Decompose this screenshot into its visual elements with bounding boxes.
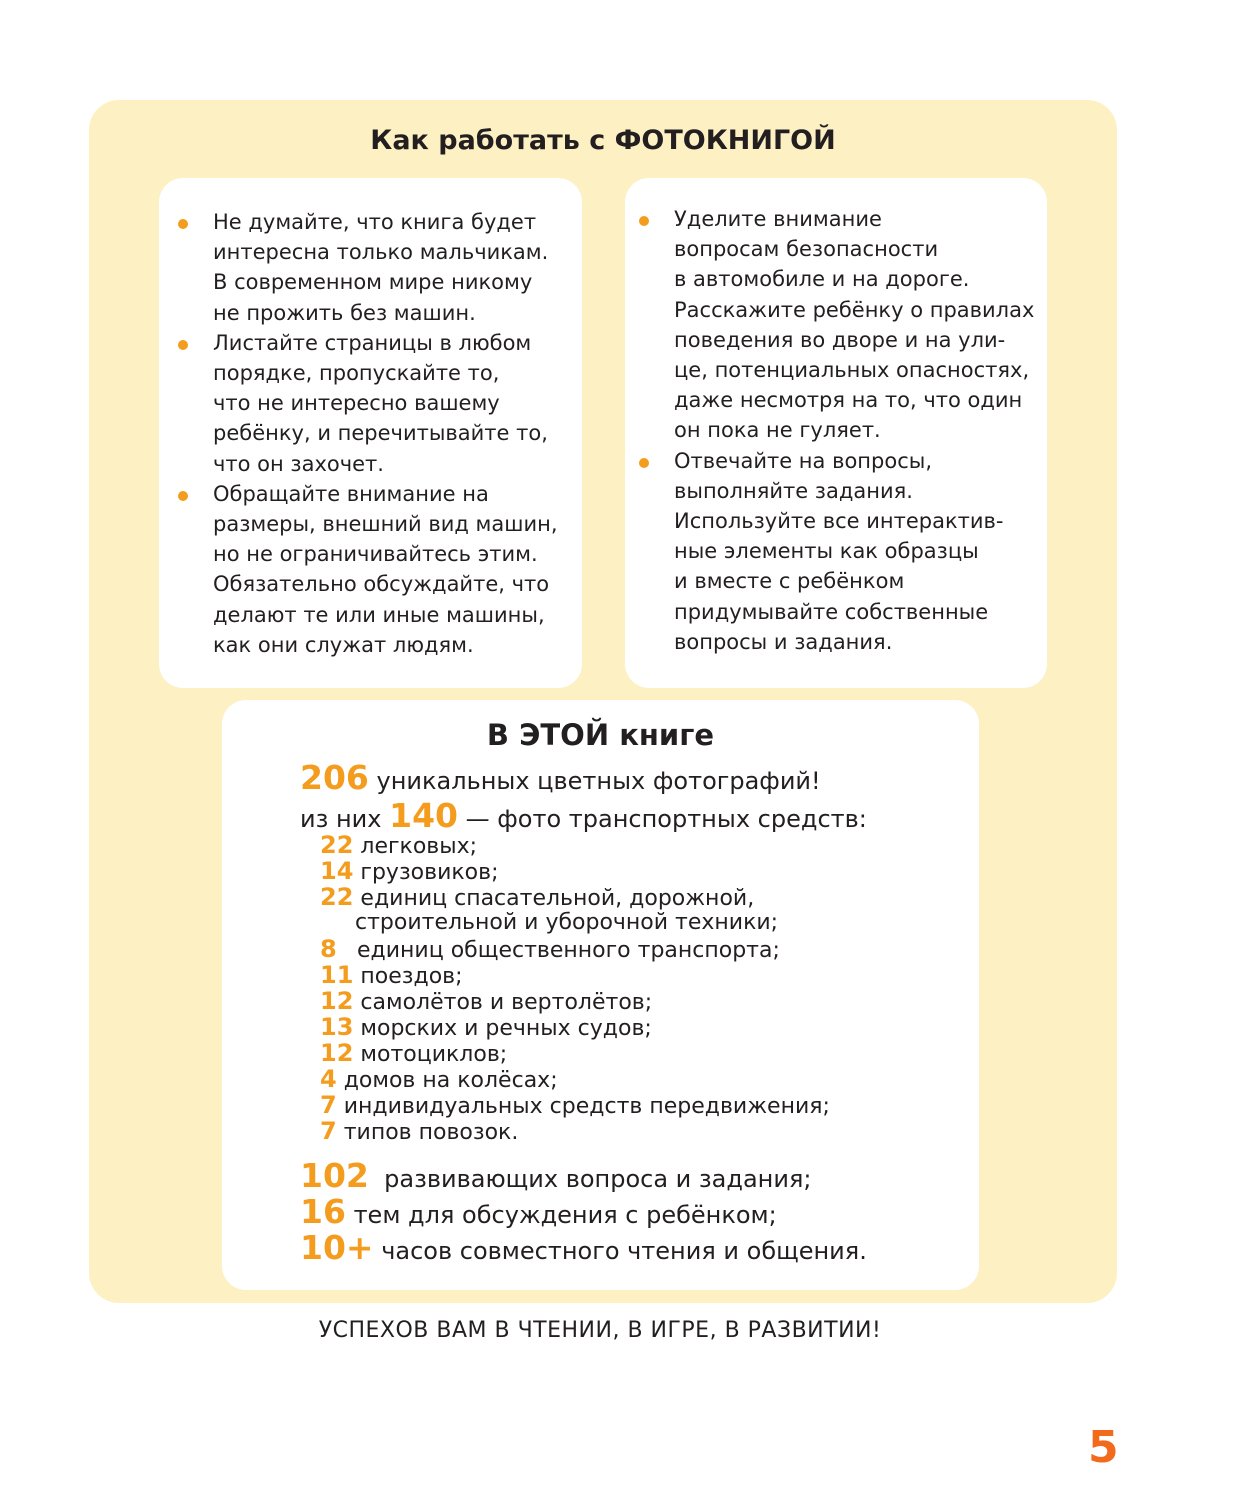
transport-line: [300, 796, 867, 835]
tips-card-right: [625, 178, 1047, 688]
bullet-dot-icon: [178, 219, 188, 229]
tip-text: Не думайте, что книга будет интересна только мальчикам. В современном мире никому не прожить без машин.: [213, 210, 549, 325]
vehicle-item: 22 единиц спасательной, дорожной,: [320, 883, 755, 911]
tip-item: [674, 446, 1044, 657]
vehicle-item: 11 поездов;: [320, 961, 463, 989]
bullet-dot-icon: [639, 216, 649, 226]
vehicle-item-continued: строительной и уборочной техники;: [355, 910, 779, 935]
vehicle-item: 8 единиц общественного транспорта;: [320, 935, 780, 963]
transport-text: — фото транспортных средств:: [465, 805, 867, 833]
bullet-dot-icon: [178, 491, 188, 501]
book-contents-title: В ЭТОЙ книге: [486, 718, 715, 752]
transport-count: 140: [389, 796, 459, 835]
tip-text: Отвечайте на вопросы, выполняйте задания. Используйте все интерактив- ные элементы как образцы и вместе с ребёнком придумывайте собственные вопросы и задания.: [674, 448, 1004, 654]
tip-item: [674, 204, 1044, 446]
tip-text: Уделите внимание вопросам безопасности в автомобиле и на дороге. Расскажите ребёнку о правилах поведения во дворе и на ули- це, потенциальных опасностях, даже несмотря на то, что один он пока не гуляет.: [674, 207, 1035, 443]
tips-list-left: [213, 207, 573, 660]
vehicle-item: 14 грузовиков;: [320, 857, 499, 885]
bullet-dot-icon: [639, 458, 649, 468]
bullet-dot-icon: [178, 340, 188, 350]
vehicle-item: 7 индивидуальных средств передвижения;: [320, 1091, 830, 1119]
tip-text: Обращайте внимание на размеры, внешний вид машин, но не ограничивайтесь этим. Обязательно обсуждайте, что делают те или иные машины, как они служат людям.: [213, 481, 558, 657]
photos-line: [300, 758, 821, 797]
photos-text: уникальных цветных фотографий!: [376, 767, 821, 795]
tip-text: Листайте страницы в любом порядке, пропускайте то, что не интересно вашему ребёнку, и перечитывайте то, что он захочет.: [213, 330, 548, 476]
page-number: 5: [1088, 1422, 1119, 1473]
guide-title: Как работать с ФОТОКНИГОЙ: [370, 125, 836, 156]
transport-prefix: из них: [300, 805, 382, 833]
footer-wish: УСПЕХОВ ВАМ В ЧТЕНИИ, В ИГРЕ, В РАЗВИТИИ!: [318, 1318, 882, 1343]
vehicle-item: 22 легковых;: [320, 831, 478, 859]
photos-count: 206: [300, 758, 369, 797]
extra-item: 10+ часов совместного чтения и общения.: [300, 1228, 867, 1267]
vehicle-item: 7 типов повозок.: [320, 1117, 519, 1145]
book-contents-card: [222, 700, 979, 1290]
extra-item: 16 тем для обсуждения с ребёнком;: [300, 1192, 777, 1231]
tip-item: [213, 328, 573, 479]
tip-item: [213, 207, 573, 328]
tips-card-left: [159, 178, 582, 688]
vehicle-item: 12 самолётов и вертолётов;: [320, 987, 653, 1015]
tips-list-right: [674, 204, 1044, 657]
vehicle-item: 4 домов на колёсах;: [320, 1065, 558, 1093]
tip-item: [213, 479, 573, 660]
vehicle-item: 12 мотоциклов;: [320, 1039, 508, 1067]
extra-item: 102 развивающих вопроса и задания;: [300, 1156, 812, 1195]
vehicle-item: 13 морских и речных судов;: [320, 1013, 652, 1041]
